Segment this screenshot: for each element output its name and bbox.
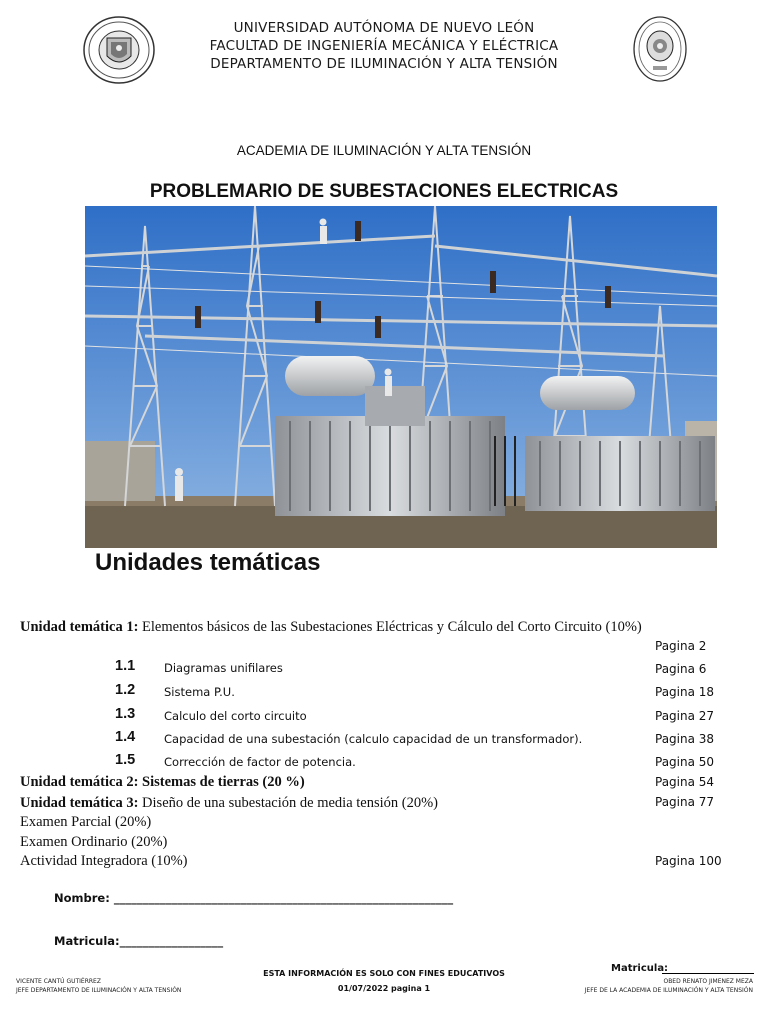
unit1-page: Pagina 2 <box>655 639 707 653</box>
footer-right-name: OBED RENATO JIMENEZ MEZA <box>663 978 753 985</box>
subunit-number: 1.3 <box>115 706 136 722</box>
subunit-page: Pagina 27 <box>655 709 715 723</box>
subunit-text: Calculo del corto circuito <box>164 709 307 723</box>
department-name: DEPARTAMENTO DE ILUMINACIÓN Y ALTA TENSIÓN <box>210 56 558 72</box>
subunit-text: Diagramas unifilares <box>164 661 283 675</box>
footer-matricula-line <box>662 973 754 974</box>
footer-disclaimer: ESTA INFORMACIÓN ES SOLO CON FINES EDUCATIVOS <box>263 969 505 978</box>
footer-left-role: JEFE DEPARTAMENTO DE ILUMINACIÓN Y ALTA TENSIÓN <box>16 987 182 994</box>
unit3-label: Unidad temática 3: <box>20 795 139 811</box>
exam-ordinario: Examen Ordinario (20%) <box>20 834 168 850</box>
subunit-page: Pagina 6 <box>655 662 707 676</box>
unit1-label: Unidad temática 1: <box>20 619 139 635</box>
subunit-number: 1.1 <box>115 658 136 674</box>
nombre-field[interactable]: Nombre: ___________________________________________________________ <box>54 891 454 905</box>
unit3-text: Diseño de una subestación de media tensión (20%) <box>138 795 439 811</box>
exam-parcial: Examen Parcial (20%) <box>20 814 152 830</box>
faculty-name: FACULTAD DE INGENIERÍA MECÁNICA Y ELÉCTRICA <box>209 38 559 54</box>
subunit-text: Capacidad de una subestación (calculo capacidad de un transformador). <box>164 732 583 746</box>
document-title: PROBLEMARIO DE SUBESTACIONES ELECTRICAS <box>149 181 619 202</box>
subunit-page: Pagina 38 <box>655 732 715 746</box>
subunit-page: Pagina 50 <box>655 755 715 769</box>
footer-matricula-label: Matricula: <box>611 963 669 974</box>
footer-left-name: VICENTE CANTÚ GUTIÉRREZ <box>16 978 101 985</box>
subunit-number: 1.5 <box>115 752 136 768</box>
unit2-page: Pagina 54 <box>655 775 715 789</box>
actividad-integradora: Actividad Integradora (10%) <box>20 853 188 869</box>
section-heading: Unidades temáticas <box>95 549 321 576</box>
subunit-number: 1.4 <box>115 729 136 745</box>
unit1-line <box>20 619 642 636</box>
matricula-field[interactable]: Matricula:__________________ <box>54 934 224 948</box>
substation-photo <box>85 206 717 548</box>
actividad-page: Pagina 100 <box>655 854 722 868</box>
unit3-line <box>20 795 438 812</box>
subunit-page: Pagina 18 <box>655 685 715 699</box>
academia-heading: ACADEMIA DE ILUMINACIÓN Y ALTA TENSIÓN <box>236 143 532 158</box>
unit2-line: Unidad temática 2: Sistemas de tierras (20 %) <box>20 774 305 790</box>
subunit-text: Sistema P.U. <box>164 685 235 699</box>
subunit-number: 1.2 <box>115 682 136 698</box>
university-name: UNIVERSIDAD AUTÓNOMA DE NUEVO LEÓN <box>233 20 535 36</box>
footer-right-role: JEFE DE LA ACADEMIA DE ILUMINACIÓN Y ALTA TENSIÓN <box>584 987 753 994</box>
footer-date-page: 01/07/2022 pagina 1 <box>337 984 431 993</box>
subunit-text: Corrección de factor de potencia. <box>164 755 356 769</box>
unit1-text: Elementos básicos de las Subestaciones Eléctricas y Cálculo del Corto Circuito (10%) <box>138 619 642 635</box>
unit3-page: Pagina 77 <box>655 795 715 809</box>
